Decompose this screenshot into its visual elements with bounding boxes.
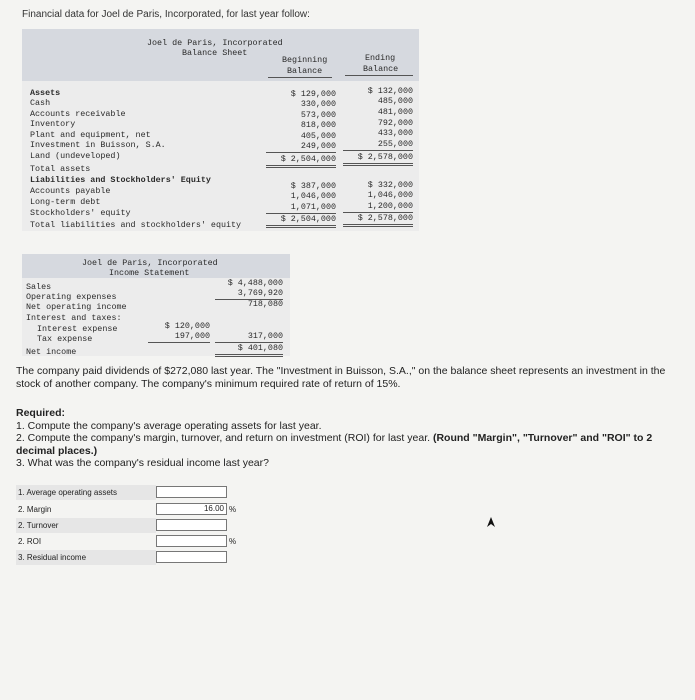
is-interest-taxes-label: Interest and taxes: bbox=[26, 313, 122, 323]
answer-label-margin: 2. Margin bbox=[18, 505, 52, 514]
is-netincome-label: Net income bbox=[26, 347, 77, 357]
liab-begin-ltd: 1,046,000 bbox=[290, 191, 336, 201]
turnover-input[interactable] bbox=[156, 519, 227, 531]
answer-row-residual bbox=[16, 550, 156, 565]
is-netop-label: Net operating income bbox=[26, 302, 127, 312]
required-q2 bbox=[16, 432, 686, 457]
answer-row-turnover bbox=[16, 518, 156, 533]
asset-label-cash: Cash bbox=[30, 98, 51, 108]
bs-company: Joel de Paris, Incorporated bbox=[147, 38, 283, 48]
asset-end-cash: $ 132,000 bbox=[367, 86, 413, 96]
liab-label-ap: Accounts payable bbox=[30, 186, 111, 196]
is-netop-value: 718,080 bbox=[247, 299, 283, 309]
required-section bbox=[16, 407, 686, 470]
required-q1: 1. Compute the company's average operating assets for last year. bbox=[16, 419, 322, 432]
liab-end-ltd: 1,046,000 bbox=[367, 190, 413, 200]
asset-begin-inventory: 573,000 bbox=[300, 110, 336, 120]
asset-label-plant: Plant and equipment, net bbox=[30, 130, 151, 140]
total-liab-label: Total liabilities and stockholders' equity bbox=[30, 220, 242, 230]
is-sales-value: $ 4,488,000 bbox=[227, 278, 283, 288]
is-interest-value: $ 120,000 bbox=[164, 321, 210, 331]
asset-label-land: Land (undeveloped) bbox=[30, 151, 121, 161]
asset-label-ar: Accounts receivable bbox=[30, 109, 126, 119]
liab-begin-ap: $ 387,000 bbox=[290, 181, 336, 191]
answer-label-roi: 2. ROI bbox=[18, 537, 42, 546]
description-paragraph: The company paid dividends of $272,080 last year. The "Investment in Buisson, S.A.," on the balance sheet represents an investment in the stock of another company. The company's minimum required rate of return of 15%. bbox=[16, 365, 666, 390]
required-heading: Required: bbox=[16, 407, 66, 419]
liab-end-equity: 1,200,000 bbox=[343, 201, 413, 213]
is-opex-value: 3,769,920 bbox=[215, 288, 283, 300]
asset-begin-plant: 818,000 bbox=[300, 120, 336, 130]
is-interest-label: Interest expense bbox=[37, 324, 118, 334]
answer-label-turnover: 2. Turnover bbox=[18, 521, 59, 530]
asset-begin-ar: 330,000 bbox=[300, 99, 336, 109]
bs-col-beginning-rule bbox=[268, 77, 332, 78]
bs-title: Balance Sheet bbox=[182, 48, 248, 58]
roi-input[interactable] bbox=[156, 535, 227, 547]
is-sales-label: Sales bbox=[26, 282, 52, 292]
margin-percent: % bbox=[229, 505, 237, 514]
is-tax-total: 317,000 bbox=[215, 331, 283, 343]
answer-label-avg-assets: 1. Average operating assets bbox=[18, 488, 118, 497]
is-title: Income Statement bbox=[109, 268, 190, 278]
required-q2-rounding: (Round "Margin", "Turnover" and "ROI" to 2 decimal places.) bbox=[16, 432, 653, 457]
is-tax-label: Tax expense bbox=[37, 334, 93, 344]
roi-percent: % bbox=[229, 537, 237, 546]
is-tax-value: 197,000 bbox=[148, 331, 210, 343]
required-q3: 3. What was the company's residual income last year? bbox=[16, 457, 269, 469]
is-netincome-value: $ 401,080 bbox=[215, 343, 283, 357]
assets-heading: Assets bbox=[30, 88, 61, 98]
bs-col-ending-1: Ending bbox=[365, 53, 396, 63]
asset-begin-land: 249,000 bbox=[266, 141, 336, 153]
liab-end-ap: $ 332,000 bbox=[367, 180, 413, 190]
required-q2-text: 2. Compute the company's margin, turnover, and return on investment (ROI) for last year. bbox=[16, 432, 431, 444]
total-liab-begin: $ 2,504,000 bbox=[266, 214, 336, 228]
asset-begin-cash: $ 129,000 bbox=[290, 89, 336, 99]
asset-label-investment: Investment in Buisson, S.A. bbox=[30, 140, 166, 150]
total-assets-begin: $ 2,504,000 bbox=[266, 154, 336, 168]
asset-end-ar: 485,000 bbox=[377, 96, 413, 106]
total-assets-label: Total assets bbox=[30, 164, 91, 174]
liab-heading: Liabilities and Stockholders' Equity bbox=[30, 175, 211, 185]
avg-assets-input[interactable] bbox=[156, 486, 227, 498]
asset-label-inventory: Inventory bbox=[30, 119, 76, 129]
residual-input[interactable] bbox=[156, 551, 227, 563]
total-liab-end: $ 2,578,000 bbox=[343, 213, 413, 227]
liab-begin-equity: 1,071,000 bbox=[266, 202, 336, 214]
is-opex-label: Operating expenses bbox=[26, 292, 117, 302]
asset-begin-investment: 405,000 bbox=[300, 131, 336, 141]
bs-col-ending-rule bbox=[345, 75, 413, 76]
asset-end-inventory: 481,000 bbox=[377, 107, 413, 117]
is-company: Joel de Paris, Incorporated bbox=[82, 258, 218, 268]
answer-label-residual: 3. Residual income bbox=[18, 553, 87, 562]
asset-end-land: 255,000 bbox=[343, 139, 413, 151]
bs-col-ending-2: Balance bbox=[363, 64, 399, 74]
answer-row-margin bbox=[16, 502, 156, 517]
intro-text: Financial data for Joel de Paris, Incorporated, for last year follow: bbox=[22, 9, 310, 20]
liab-label-ltd: Long-term debt bbox=[30, 197, 101, 207]
answer-row-roi bbox=[16, 534, 156, 549]
margin-input[interactable]: 16.00 bbox=[156, 503, 227, 515]
cursor-arrow-icon bbox=[486, 516, 496, 528]
bs-col-beginning-1: Beginning bbox=[282, 55, 328, 65]
total-assets-end: $ 2,578,000 bbox=[343, 152, 413, 166]
bs-col-beginning-2: Balance bbox=[287, 66, 323, 76]
asset-end-plant: 792,000 bbox=[377, 118, 413, 128]
asset-end-investment: 433,000 bbox=[377, 128, 413, 138]
answer-row-avg-assets bbox=[16, 485, 156, 500]
liab-label-equity: Stockholders' equity bbox=[30, 208, 131, 218]
